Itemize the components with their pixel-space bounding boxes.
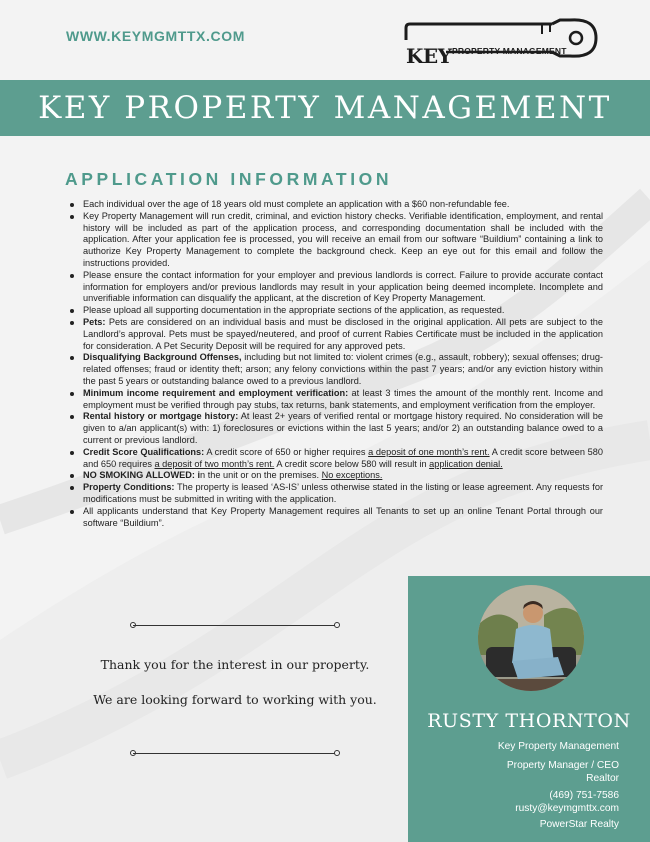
rule-text: Pets are considered on an individual basis and must be disclosed in the original application. All pets are subject to the Landlord’s approval. Pets must be spayed/neutered, and proof of current Rabies Certificate must be included in the application for consideration. A Pet Security Deposit will be required for any approved pets. xyxy=(83,316,603,351)
agent-photo xyxy=(478,585,584,691)
rule-item xyxy=(83,447,603,471)
title-banner xyxy=(0,80,650,136)
rule-text: A credit score between 580 and 650 requires xyxy=(83,446,603,469)
rule-label: Disqualifying Background Offenses, xyxy=(83,352,242,363)
rule-item xyxy=(83,388,603,412)
divider-top xyxy=(130,622,340,628)
rule-text: A credit score below 580 will result in xyxy=(274,458,430,469)
contact-card xyxy=(408,576,650,842)
rule-label: Credit Score Qualifications: xyxy=(83,446,205,457)
rule-item xyxy=(83,305,603,317)
logo-key-word: KEY xyxy=(406,44,452,68)
rule-emphasis: application denial. xyxy=(429,458,503,469)
rule-item xyxy=(83,270,603,305)
contact-role: Realtor xyxy=(586,773,619,784)
banner-title: KEY PROPERTY MANAGEMENT xyxy=(38,90,612,126)
company-logo xyxy=(402,12,598,70)
rule-emphasis: a deposit of two month’s rent. xyxy=(154,458,275,469)
rule-item xyxy=(83,506,603,530)
contact-company: Key Property Management xyxy=(497,741,619,752)
rule-item xyxy=(83,211,603,270)
contact-brokerage: PowerStar Realty xyxy=(539,819,619,830)
rule-label: Pets: xyxy=(83,316,106,327)
website-url[interactable]: WWW.KEYMGMTTX.COM xyxy=(66,28,245,44)
rule-label: NO SMOKING ALLOWED: i xyxy=(83,470,201,481)
rule-text: n the unit or on the premises. xyxy=(200,470,322,481)
rule-text: including but not limited to: violent crimes (e.g., assault, robbery); sexual offenses; drug-related offenses; fraud or identity theft; arson; any felony convictions within the past 7 years; and/or any eviction history within the past 5 years or outstanding balance owed to a previous landlord. xyxy=(83,352,603,386)
application-rules-list xyxy=(66,199,603,529)
rule-text: at least 3 times the amount of the monthly rent. Income and employment must be verified through pay stubs, tax returns, bank statements, and employment verification from the employer. xyxy=(83,387,603,410)
rule-label: Rental history or mortgage history: xyxy=(83,411,239,422)
rule-text: At least 2+ years of verified rental or mortgage history required. No consideration will be given to a/an applicant(s) with: 1) foreclosures or evictions within the last 5 years; and/or 2) an outstanding balance owed to a current or previous landlord. xyxy=(83,411,603,445)
rule-emphasis: No exceptions. xyxy=(321,470,383,481)
contact-phone[interactable]: (469) 751-7586 xyxy=(549,790,619,801)
rule-item xyxy=(83,482,603,506)
section-heading: APPLICATION INFORMATION xyxy=(65,169,393,189)
rule-item xyxy=(83,411,603,446)
contact-email[interactable]: rusty@keymgmttx.com xyxy=(515,803,619,814)
closing-text: We are looking forward to working with you. xyxy=(93,692,377,707)
rule-text: A credit score of 650 or higher requires xyxy=(204,446,369,457)
rule-item xyxy=(83,317,603,352)
rule-emphasis: a deposit of one month’s rent. xyxy=(368,446,490,457)
rule-label: Property Conditions: xyxy=(83,482,175,493)
contact-title: Property Manager / CEO xyxy=(506,760,619,771)
rule-item xyxy=(83,352,603,387)
rule-text: Please ensure the contact information for your employer and previous landlords is correct. Failure to provide accurate contact information for employers and/or previous landlords may result in your application being deemed incomplete. Incomplete and unverifiable information can disqualify the applicant, at the discretion of Key Property Management. xyxy=(83,269,603,304)
rule-item xyxy=(83,470,603,482)
rule-text: All applicants understand that Key Property Management requires all Tenants to set up an online Tenant Portal through our software “Buildium”. xyxy=(83,505,603,528)
rule-item xyxy=(83,199,603,211)
rule-text: Key Property Management will run credit, criminal, and eviction history checks. Verifiable identification, employment, and rental history will be included as part of the application process, and corresponding documentation shall be included with the application. After your application fee is processed, you will receive an email from our software “Buildium” containing a link to authorize Key Property Management to complete the background check. Keep an eye out for this email and follow the instructions provided. xyxy=(83,210,603,268)
rule-text: Please upload all supporting documentation in the appropriate sections of the application, as requested. xyxy=(83,305,505,316)
rule-text: The property is leased ‘AS-IS’ unless otherwise stated in the listing or lease agreement. Any requests for modifications must be submitted in writing with the application. xyxy=(83,482,603,504)
rule-text: Each individual over the age of 18 years old must complete an application with a $60 non-refundable fee. xyxy=(83,199,510,209)
divider-bottom xyxy=(130,750,340,756)
contact-name: RUSTY THORNTON xyxy=(427,710,631,732)
rule-label: Minimum income requirement and employment verification: xyxy=(83,387,349,398)
thank-you-text: Thank you for the interest in our property. xyxy=(100,657,370,672)
logo-subtitle: PROPERTY MANAGEMENT xyxy=(452,46,567,56)
